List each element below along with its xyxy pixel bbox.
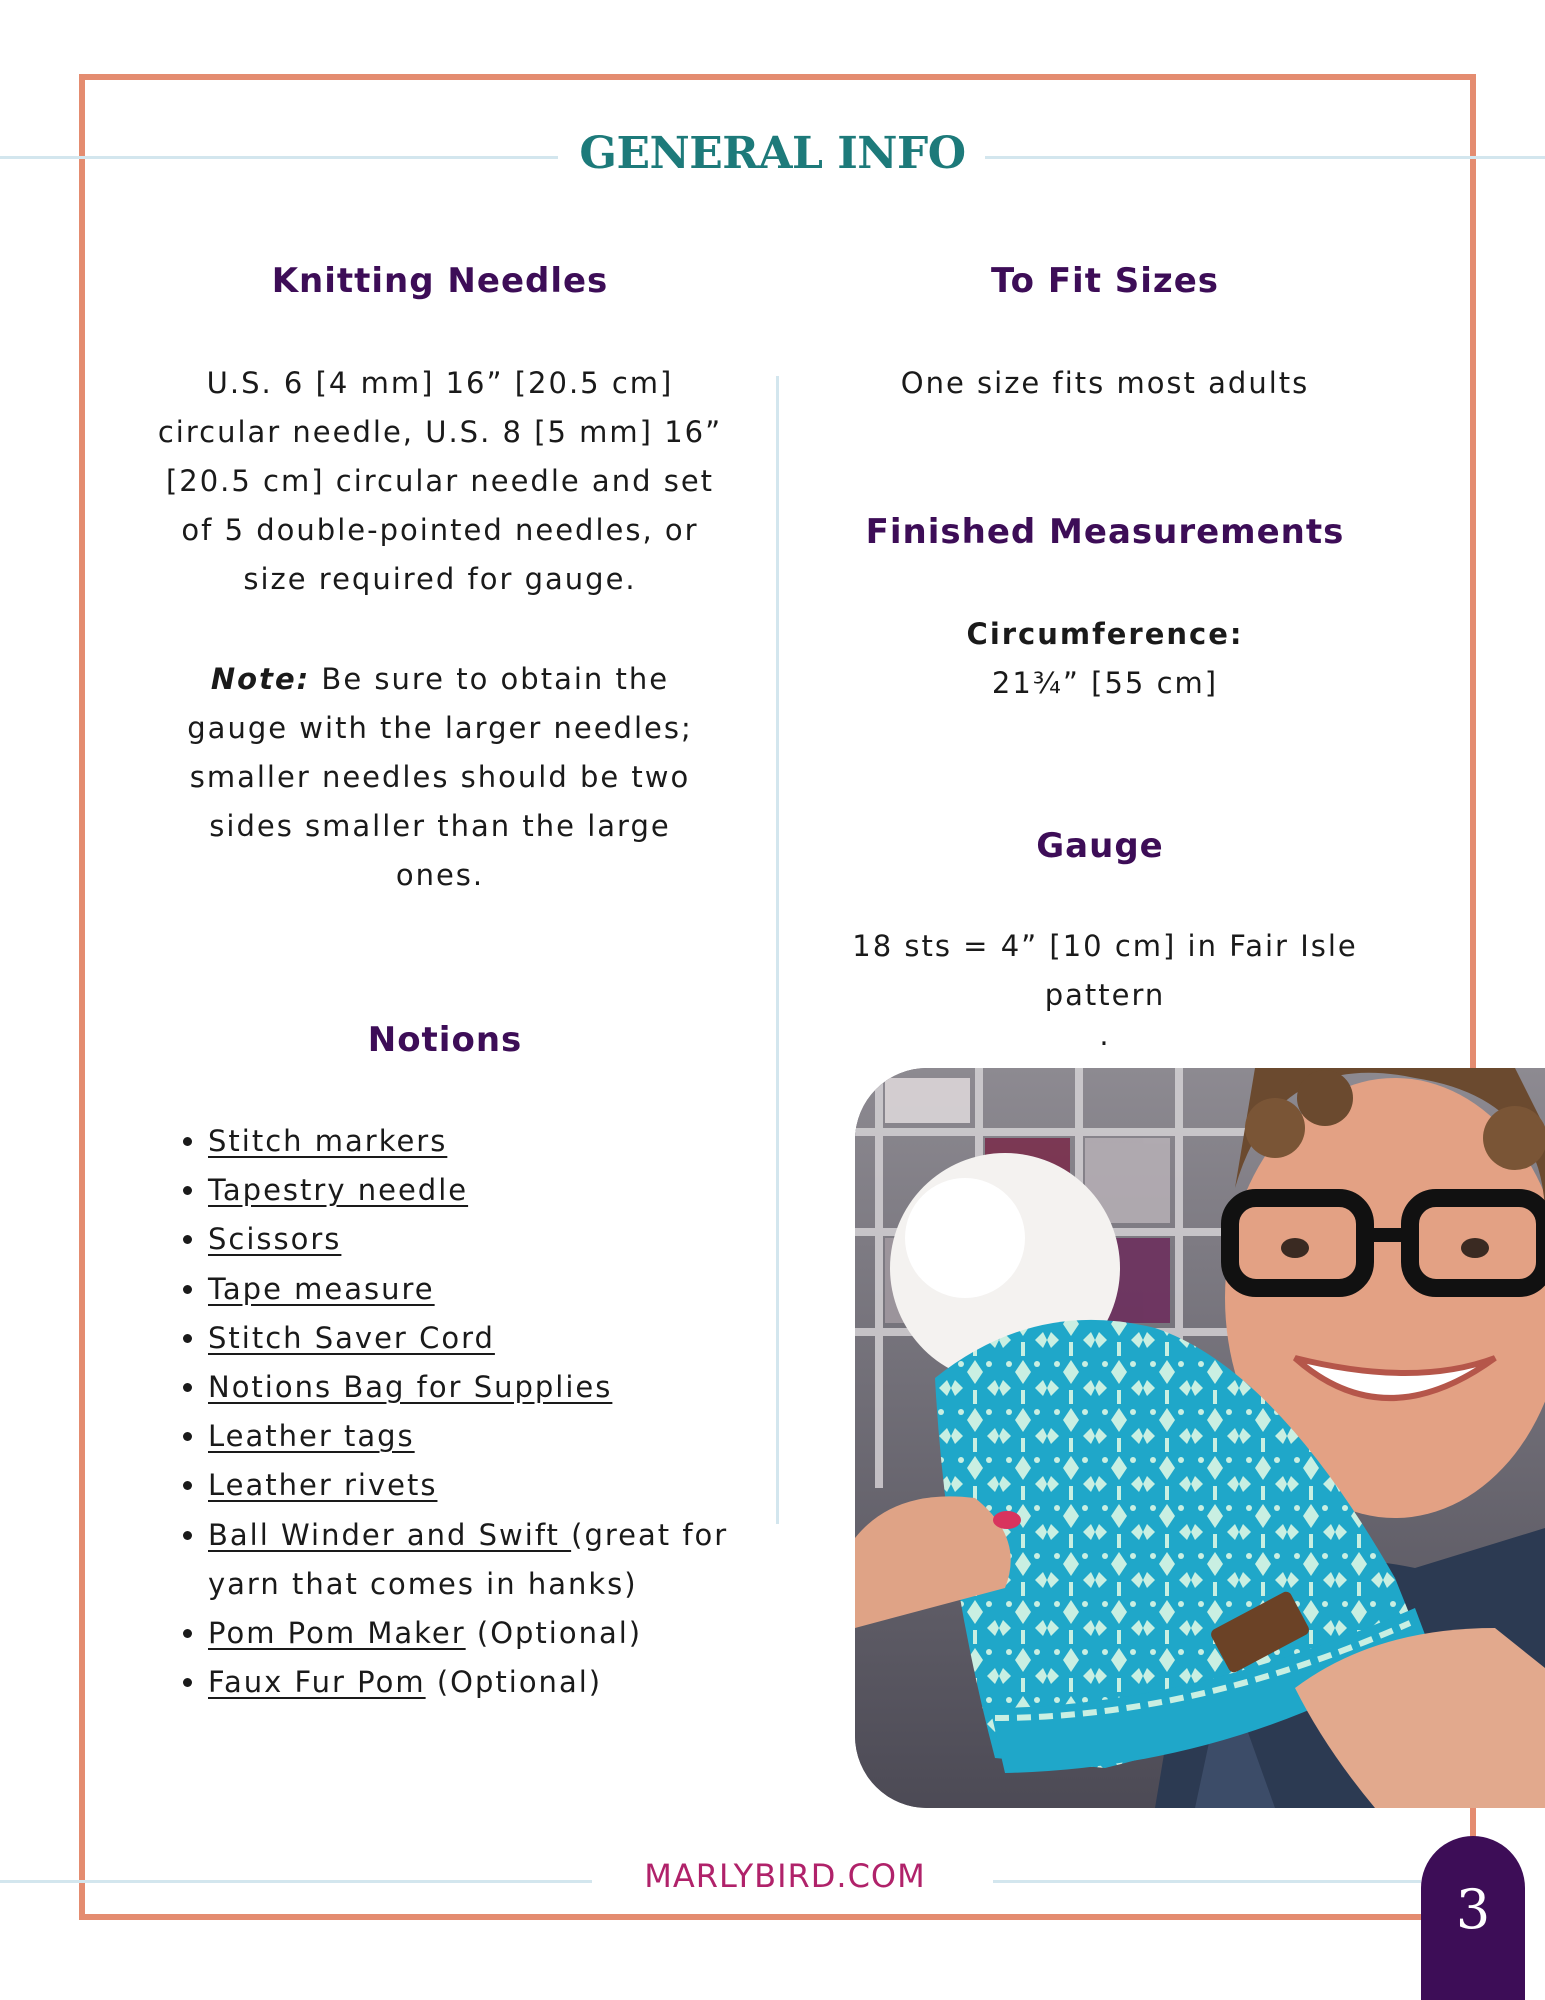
notion-link[interactable]: Faux Fur Pom [208, 1665, 426, 1700]
list-item [208, 1511, 808, 1609]
hat-photo-illustration [855, 1068, 1545, 1808]
notion-link[interactable]: Tapestry needle [208, 1173, 469, 1208]
photo-hat [855, 1068, 1545, 1808]
notion-extra: (Optional) [465, 1616, 643, 1651]
notion-link[interactable]: Stitch Saver Cord [208, 1320, 495, 1355]
gauge-line: pattern [1044, 978, 1166, 1012]
title-rule-left [0, 156, 558, 159]
notion-link[interactable]: Notions Bag for Supplies [208, 1370, 613, 1405]
column-divider [776, 376, 779, 1524]
list-item [208, 1461, 808, 1510]
page-number-tab [1421, 1836, 1525, 2000]
list-item [208, 1609, 808, 1658]
footer-website-link[interactable]: MARLYBIRD.COM [644, 1857, 926, 1895]
measurements-heading: Finished Measurements [865, 512, 1345, 552]
needles-line: of 5 double-pointed needles, or [181, 513, 699, 547]
gauge-heading: Gauge [1036, 826, 1164, 866]
note-line: smaller needles should be two [189, 760, 691, 794]
note-text: Be sure to obtain the [310, 662, 670, 696]
notions-list [160, 1117, 808, 1707]
notion-link[interactable]: Tape measure [208, 1271, 435, 1306]
footer-rule-right [993, 1880, 1421, 1883]
list-item [208, 1658, 808, 1707]
notion-extra: (Optional) [425, 1665, 603, 1700]
needles-note [120, 655, 760, 900]
list-item [208, 1265, 808, 1314]
notion-link[interactable]: Stitch markers [208, 1124, 448, 1158]
gauge-text [805, 922, 1405, 1020]
notion-link[interactable]: Pom Pom Maker [208, 1616, 466, 1651]
notion-extra: (great for yarn that comes in hanks) [208, 1517, 729, 1601]
list-item [208, 1412, 808, 1461]
needles-line: circular needle, U.S. 8 [5 mm] 16” [157, 415, 723, 449]
footer-rule-left [0, 1880, 592, 1883]
needles-heading: Knitting Needles [271, 261, 609, 301]
sizes-text: One size fits most adults [900, 366, 1310, 400]
list-item [208, 1166, 808, 1215]
notion-link[interactable]: Scissors [208, 1222, 342, 1257]
notion-link[interactable]: Ball Winder and Swift [208, 1517, 572, 1552]
list-item [208, 1363, 808, 1412]
note-line: gauge with the larger needles; [187, 711, 693, 745]
needles-description [120, 359, 760, 604]
note-label: Note: [210, 662, 311, 696]
list-item [208, 1215, 808, 1264]
list-item [208, 1314, 808, 1363]
circumference-value: 21¾” [55 cm] [991, 666, 1219, 700]
gauge-line: 18 sts = 4” [10 cm] in Fair Isle [852, 929, 1358, 963]
needles-line: size required for gauge. [243, 562, 637, 596]
page-number: 3 [1455, 1878, 1491, 1941]
notion-link[interactable]: Leather tags [208, 1419, 415, 1454]
gauge-dot: . [1099, 1018, 1111, 1052]
circumference-label: Circumference: [966, 617, 1244, 651]
sizes-heading: To Fit Sizes [990, 261, 1220, 301]
needles-line: [20.5 cm] circular needle and set [165, 464, 715, 498]
notion-link[interactable]: Leather rivets [208, 1468, 438, 1503]
note-line: sides smaller than the large [209, 809, 671, 843]
title-rule-right [985, 156, 1545, 159]
notions-heading: Notions [367, 1020, 523, 1060]
page-title: GENERAL INFO [579, 128, 966, 179]
needles-line: U.S. 6 [4 mm] 16” [20.5 cm] [206, 366, 674, 400]
note-first-line [120, 655, 760, 704]
note-line: ones. [395, 858, 485, 892]
list-item [208, 1117, 808, 1166]
